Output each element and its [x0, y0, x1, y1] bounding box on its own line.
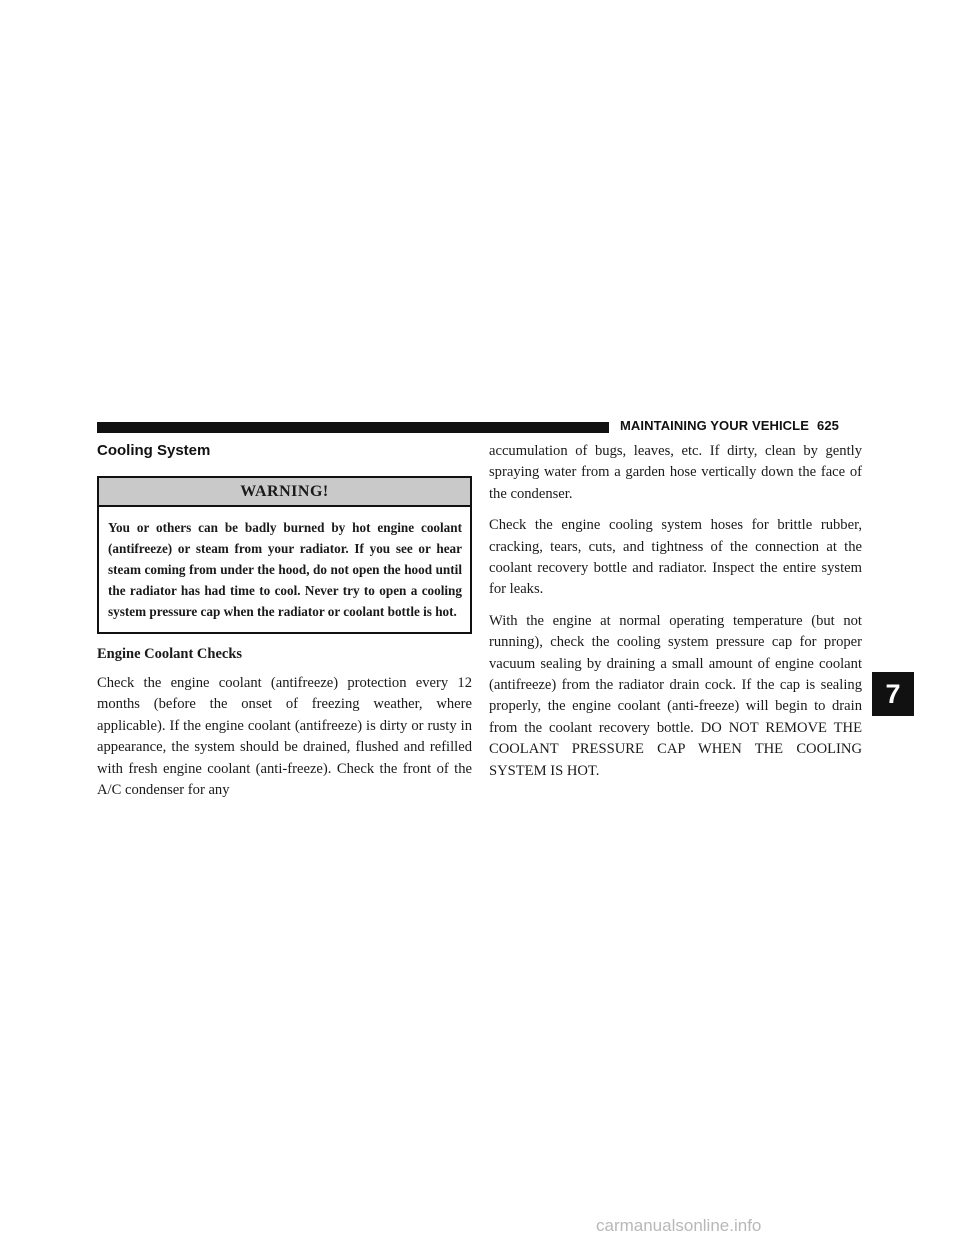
- paragraph-hoses: Check the engine cooling system hoses for brittle rubber, cracking, tears, cuts, and tightness of the connection at the coolant recovery bottle and radiator. Inspect the entire system for leaks.: [489, 517, 862, 598]
- subheading-engine-coolant-checks: Engine Coolant Checks: [97, 646, 243, 662]
- warning-heading: WARNING!: [99, 478, 470, 507]
- section-title: Cooling System: [97, 442, 211, 459]
- left-column: [97, 476, 472, 801]
- paragraph-pressure-cap: With the engine at normal operating temperature (but not running), check the cooling system pressure cap for proper vacuum sealing by draining a small amount of engine coolant (antifreeze) from the radiator drain cock. If the cap is sealing properly, the engine coolant (anti-freeze) will begin to drain from the coolant recovery bottle. DO NOT REMOVE THE COOLANT PRESSURE CAP WHEN THE COOLING SYSTEM IS HOT.: [489, 612, 862, 779]
- chapter-tab: 7: [872, 672, 914, 716]
- right-column: [489, 441, 862, 792]
- warning-text: You or others can be badly burned by hot engine coolant (antifreeze) or steam from your radiator. If you see or hear steam coming from under the hood, do not open the hood until the radiator has had time to cool. Never try to open a cooling system pressure cap when the radiator or coolant bottle is hot.: [108, 520, 462, 619]
- header-title: MAINTAINING YOUR VEHICLE: [620, 418, 809, 433]
- paragraph-condenser: accumulation of bugs, leaves, etc. If dirty, clean by gently spraying water from a garden hose vertically down the face of the condenser.: [489, 443, 862, 502]
- page-number: 625: [816, 418, 839, 433]
- paragraph-coolant-check: Check the engine coolant (antifreeze) protection every 12 months (before the onset of freezing weather, where applicable). If the engine coolant (antifreeze) is dirty or rusty in appearance, the system should be drained, flushed and refilled with fresh engine coolant (anti-freeze). Check the front of the A/C condenser for any: [97, 675, 472, 799]
- header-rule: [97, 422, 609, 433]
- running-header: [620, 418, 839, 433]
- warning-box: [97, 476, 472, 634]
- watermark-text: carmanualsonline.info: [596, 1216, 762, 1235]
